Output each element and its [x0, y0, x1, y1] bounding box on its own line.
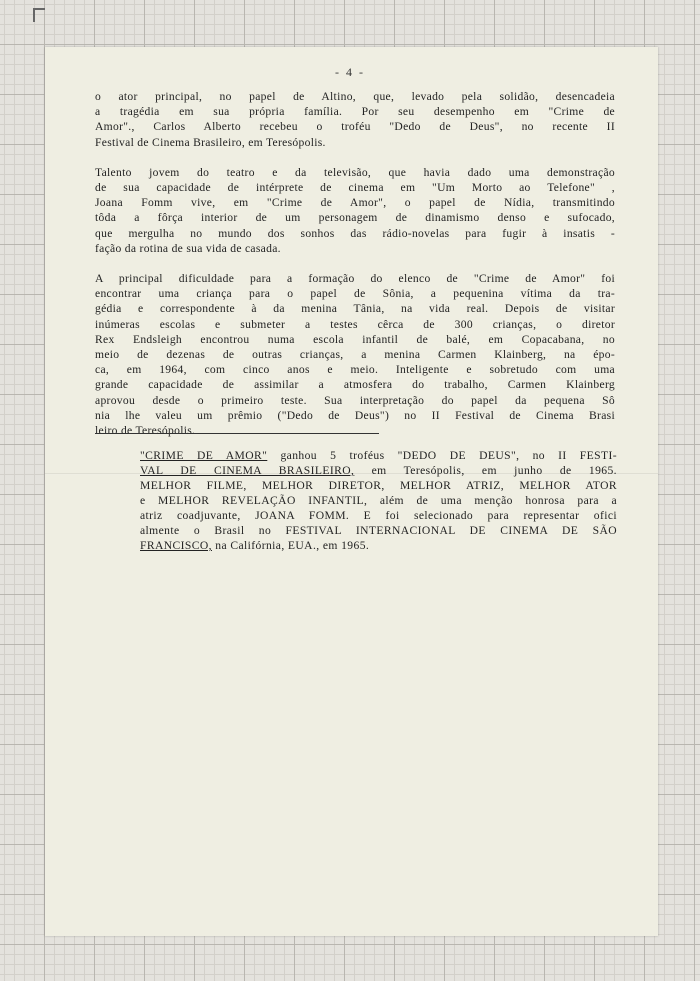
awards-line: e MELHOR REVELAÇÃO INFANTIL, além de uma menção honrosa para a — [140, 494, 617, 507]
text-line: Amor"., Carlos Alberto recebeu o troféu "Dedo de Deus", no recente II — [95, 120, 615, 134]
awards-box — [140, 448, 617, 553]
text-line: o ator principal, no papel de Altino, que, levado pela solidão, desencadeia — [95, 90, 615, 103]
film-title: "CRIME DE AMOR" — [140, 449, 268, 462]
paragraph-actress — [95, 165, 615, 256]
awards-text: na Califórnia, EUA., em 1965. — [211, 539, 370, 552]
text-line: encontrar uma criança para o papel de Sônia, a pequenina vítima da tra- — [95, 287, 615, 301]
paragraph-actor — [95, 89, 615, 150]
festival-name: VAL DE CINEMA BRASILEIRO, — [140, 464, 355, 477]
text-line: aprovou desde o primeiro teste. Sua interpretação do papel da pequena Sô — [95, 393, 615, 407]
awards-line: MELHOR FILME, MELHOR DIRETOR, MELHOR ATRIZ, MELHOR ATOR — [140, 479, 617, 492]
text-line: Talento jovem do teatro e da televisão, que havia dado uma demonstração — [95, 165, 615, 179]
text-line: Rex Endsleigh encontrou numa escola infantil de balé, em Copacabana, no — [95, 332, 615, 346]
awards-text: ganhou 5 troféus "DEDO DE DEUS", no II FESTI- — [267, 449, 617, 462]
text-line: ca, em 1964, com cinco anos e meio. Inteligente e sobretudo com uma — [95, 363, 615, 377]
body-text — [95, 89, 615, 453]
text-line: que mergulha no mundo dos sonhos das rádio-novelas para fugir à insatis - — [95, 226, 615, 240]
paragraph-casting — [95, 271, 615, 438]
text-line: A principal dificuldade para a formação do elenco de "Crime de Amor" foi — [95, 272, 615, 286]
text-line: tôda a fôrça interior de um personagem de dinamismo denso e sufocado, — [95, 211, 615, 225]
text-line: meio de dezenas de outras crianças, a menina Carmen Klainberg, na épo- — [95, 348, 615, 362]
awards-line — [140, 463, 617, 478]
text-line: nia lhe valeu um prêmio ("Dedo de Deus") no II Festival de Cinema Brasi — [95, 408, 615, 422]
corner-crop-mark — [33, 8, 45, 22]
awards-line: atriz coadjuvante, JOANA FOMM. E foi selecionado para representar ofici — [140, 509, 617, 522]
text-line: Joana Fomm vive, em "Crime de Amor", o papel de Nídia, transmitindo — [95, 196, 615, 210]
awards-line — [140, 538, 617, 553]
city-name: FRANCISCO, — [140, 539, 212, 552]
section-divider — [95, 433, 379, 434]
page-number: - 4 - — [335, 65, 365, 79]
awards-text: em Teresópolis, em junho de 1965. — [354, 464, 617, 477]
text-line: a tragédia em sua própria família. Por seu desempenho em "Crime de — [95, 105, 615, 119]
text-line: Festival de Cinema Brasileiro, em Teresópolis. — [95, 135, 326, 149]
text-line: grande capacidade de assimilar a atmosfera do trabalho, Carmen Klainberg — [95, 378, 615, 392]
text-line: fação da rotina de sua vida de casada. — [95, 241, 281, 255]
text-line: inúmeras escolas e submeter a testes cêrca de 300 crianças, o diretor — [95, 317, 615, 331]
text-line: de sua capacidade de intérprete de cinema em "Um Morto ao Telefone" , — [95, 181, 615, 195]
awards-line: almente o Brasil no FESTIVAL INTERNACIONAL DE CINEMA DE SÃO — [140, 524, 617, 537]
awards-line — [140, 448, 617, 463]
text-line: leiro de Teresópolis. — [95, 424, 196, 438]
text-line: gédia e correspondente à da menina Tânia, na vida real. Depois de visitar — [95, 302, 615, 316]
